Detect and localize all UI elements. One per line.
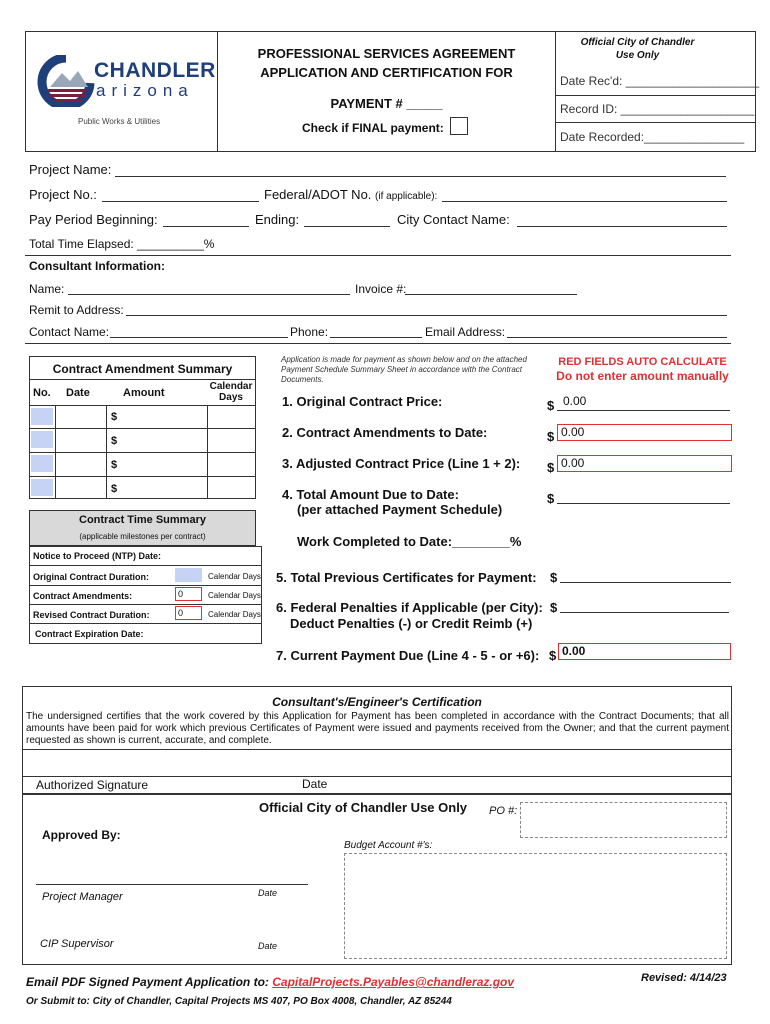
- project-manager-date-label: Date: [258, 888, 278, 898]
- amendment-row-divider-1: [29, 428, 256, 429]
- red-fields-note-1: RED FIELDS AUTO CALCULATE: [558, 356, 727, 368]
- line7-dollar: $: [549, 648, 557, 663]
- amendment-row3-no[interactable]: [31, 455, 53, 472]
- remit-address-label: Remit to Address:: [29, 303, 124, 317]
- line3-adjusted-price: 0.00: [557, 455, 732, 472]
- header-divider-right: [555, 31, 556, 152]
- col-date-header: Date: [66, 387, 90, 399]
- phone-field[interactable]: [330, 325, 422, 338]
- project-manager-sig-line[interactable]: [36, 884, 308, 885]
- line5-dollar: $: [550, 570, 558, 585]
- amendment-title-divider: [29, 379, 256, 380]
- consultant-info-label: Consultant Information:: [29, 259, 165, 273]
- time-row-divider-3: [29, 604, 262, 605]
- email-field[interactable]: [507, 325, 727, 338]
- federal-adot-note: (if applicable):: [375, 191, 438, 202]
- certification-body: The undersigned certifies that the work covered by this Application for Payment has been completed in accordance with the Contract Documents; that all amounts have been paid for work which previous Certificates of Payment were issued and payments received from the Owner; and that the current payment requested as shown is current, accurate, and complete.: [26, 711, 729, 746]
- contact-name-field[interactable]: [110, 325, 288, 338]
- amendment-row3-dollar: $: [111, 459, 118, 471]
- ntp-date-label: Notice to Proceed (NTP) Date:: [33, 551, 162, 561]
- pay-period-begin-field[interactable]: [163, 212, 249, 227]
- line4-amount-due-field[interactable]: [557, 487, 730, 504]
- amendment-row1-no[interactable]: [31, 408, 53, 425]
- revised-duration-days: 0: [175, 606, 202, 620]
- po-number-field[interactable]: [520, 802, 727, 838]
- email-instruction: [26, 975, 514, 989]
- project-name-label: Project Name:: [29, 162, 112, 177]
- revised-duration-label: Revised Contract Duration:: [33, 610, 150, 620]
- contract-amendments-unit: Calendar Days: [208, 591, 261, 600]
- authorized-signature-label: Authorized Signature: [36, 778, 149, 792]
- project-no-field[interactable]: [102, 187, 259, 202]
- time-row-divider-1: [29, 565, 262, 566]
- line2-amendments-total: 0.00: [557, 424, 732, 441]
- line1-dollar: $: [547, 398, 555, 413]
- cip-supervisor-label: CIP Supervisor: [40, 938, 114, 950]
- work-completed-field[interactable]: Work Completed to Date:________%: [297, 534, 522, 549]
- line7-current-payment-due: 0.00: [558, 643, 731, 660]
- consultant-name-field[interactable]: [68, 282, 350, 295]
- consultant-name-label: Name:: [29, 282, 65, 296]
- mailing-address: Or Submit to: City of Chandler, Capital Projects MS 407, PO Box 4008, Chandler, AZ 85244: [26, 996, 452, 1007]
- amendment-header-divider: [29, 405, 256, 406]
- amendment-row-divider-3: [29, 476, 256, 477]
- city-contact-label: City Contact Name:: [397, 212, 510, 227]
- budget-account-field[interactable]: [344, 853, 727, 959]
- line1-label: 1. Original Contract Price:: [282, 394, 443, 409]
- revised-duration-unit: Calendar Days: [208, 610, 261, 619]
- official-divider-1: [555, 95, 756, 96]
- approved-by-label: Approved By:: [42, 828, 121, 842]
- original-duration-field[interactable]: [175, 568, 202, 582]
- line2-dollar: $: [547, 429, 555, 444]
- form-title-line2: APPLICATION AND CERTIFICATION FOR: [260, 65, 513, 80]
- time-row-divider-2: [29, 585, 262, 586]
- final-payment-label: Check if FINAL payment:: [302, 121, 444, 135]
- line7-label: 7. Current Payment Due (Line 4 - 5 - or +6):: [276, 648, 540, 663]
- federal-adot-label-text: Federal/ADOT No.: [264, 187, 372, 202]
- remit-address-field[interactable]: [126, 303, 727, 316]
- email-label: Email Address:: [425, 325, 506, 339]
- chandler-logo-icon: [36, 55, 96, 107]
- amendment-row4-dollar: $: [111, 483, 118, 495]
- expiration-date-label: Contract Expiration Date:: [35, 629, 144, 639]
- payment-intro-text: Application is made for payment as shown below and on the attached Payment Schedule Summary Sheet in accordance with the Contract Documents.: [281, 355, 527, 384]
- budget-account-label: Budget Account #'s:: [344, 840, 433, 851]
- record-id-field[interactable]: Record ID: ____________________: [560, 102, 755, 116]
- col-amount-header: Amount: [123, 387, 165, 399]
- amendment-summary-title: Contract Amendment Summary: [52, 362, 233, 376]
- form-title-line3: PAYMENT # _____: [330, 96, 443, 111]
- date-recorded-field[interactable]: Date Recorded:_______________: [560, 130, 745, 144]
- contract-amendments-days: 0: [175, 587, 202, 601]
- dept-name: Public Works & Utilities: [78, 117, 161, 126]
- form-title-line1: PROFESSIONAL SERVICES AGREEMENT: [257, 46, 516, 61]
- pay-period-label: Pay Period Beginning:: [29, 212, 158, 227]
- certification-sig-top-rule: [22, 749, 732, 750]
- time-row-divider-4: [29, 623, 262, 624]
- line4-sublabel: (per attached Payment Schedule): [297, 502, 503, 517]
- line4-dollar: $: [547, 491, 555, 506]
- project-no-label: Project No.:: [29, 187, 97, 202]
- ending-label: Ending:: [255, 212, 300, 227]
- line6-dollar: $: [550, 600, 558, 615]
- line3-label: 3. Adjusted Contract Price (Line 1 + 2):: [282, 456, 521, 471]
- line1-original-price-field[interactable]: 0.00: [557, 394, 730, 411]
- section-divider-2: [25, 343, 731, 344]
- federal-adot-label: [264, 187, 437, 202]
- line6-label: 6. Federal Penalties if Applicable (per City):: [276, 600, 543, 615]
- col-days-header: Calendar Days: [209, 381, 253, 403]
- city-contact-field[interactable]: [517, 212, 727, 227]
- ending-field[interactable]: [304, 212, 390, 227]
- line6-sublabel: Deduct Penalties (-) or Credit Reimb (+): [290, 616, 533, 631]
- line5-previous-certificates-field[interactable]: [560, 568, 731, 583]
- contract-amendments-label: Contract Amendments:: [33, 591, 133, 601]
- official-use-title: Official City of Chandler Use Only: [580, 37, 695, 61]
- phone-label: Phone:: [290, 325, 329, 339]
- logo-word-chandler: CHANDLER: [94, 59, 216, 82]
- invoice-field[interactable]: [405, 282, 577, 295]
- signature-line[interactable]: [22, 776, 732, 777]
- po-number-label: PO #:: [489, 805, 518, 817]
- project-name-field[interactable]: [115, 162, 726, 177]
- line5-label: 5. Total Previous Certificates for Payment:: [276, 570, 537, 585]
- amendment-row1-dollar: $: [111, 411, 118, 423]
- line2-label: 2. Contract Amendments to Date:: [282, 425, 488, 440]
- city-use-title: Official City of Chandler Use Only: [259, 800, 468, 815]
- time-summary-subtitle: (applicable milestones per contract): [79, 532, 206, 541]
- amendment-row2-no[interactable]: [31, 431, 53, 448]
- line4-label: 4. Total Amount Due to Date:: [282, 487, 459, 502]
- logo-word-arizona: arizona: [96, 81, 194, 100]
- invoice-label: Invoice #:: [355, 282, 407, 296]
- time-elapsed-field[interactable]: Total Time Elapsed: __________%: [29, 237, 215, 251]
- line3-dollar: $: [547, 460, 555, 475]
- cip-supervisor-date-label: Date: [258, 941, 278, 951]
- chandler-logo: [36, 55, 216, 110]
- official-divider-2: [555, 122, 756, 123]
- amendment-row4-no[interactable]: [31, 479, 53, 496]
- red-fields-note-2: Do not enter amount manually: [556, 369, 729, 383]
- email-instruction-text: Email PDF Signed Payment Application to:: [26, 975, 269, 989]
- federal-adot-field[interactable]: [442, 187, 727, 202]
- original-duration-unit: Calendar Days: [208, 572, 261, 581]
- signature-date-label: Date: [302, 777, 328, 791]
- date-received-field[interactable]: Date Rec'd: ____________________: [560, 74, 760, 88]
- original-duration-label: Original Contract Duration:: [33, 572, 150, 582]
- project-manager-label: Project Manager: [42, 891, 123, 903]
- capital-projects-email-link[interactable]: CapitalProjects.Payables@chandleraz.gov: [272, 975, 515, 989]
- col-no-header: No.: [33, 387, 51, 399]
- time-summary-title: Contract Time Summary: [79, 514, 206, 526]
- amendment-row2-dollar: $: [111, 435, 118, 447]
- amendment-row-divider-2: [29, 452, 256, 453]
- contact-name-label: Contact Name:: [29, 325, 110, 339]
- certification-title: Consultant's/Engineer's Certification: [272, 695, 482, 709]
- section-divider-1: [25, 255, 731, 256]
- final-payment-checkbox[interactable]: [450, 117, 468, 135]
- line6-penalties-field[interactable]: [560, 598, 729, 613]
- revised-date: Revised: 4/14/23: [641, 972, 727, 984]
